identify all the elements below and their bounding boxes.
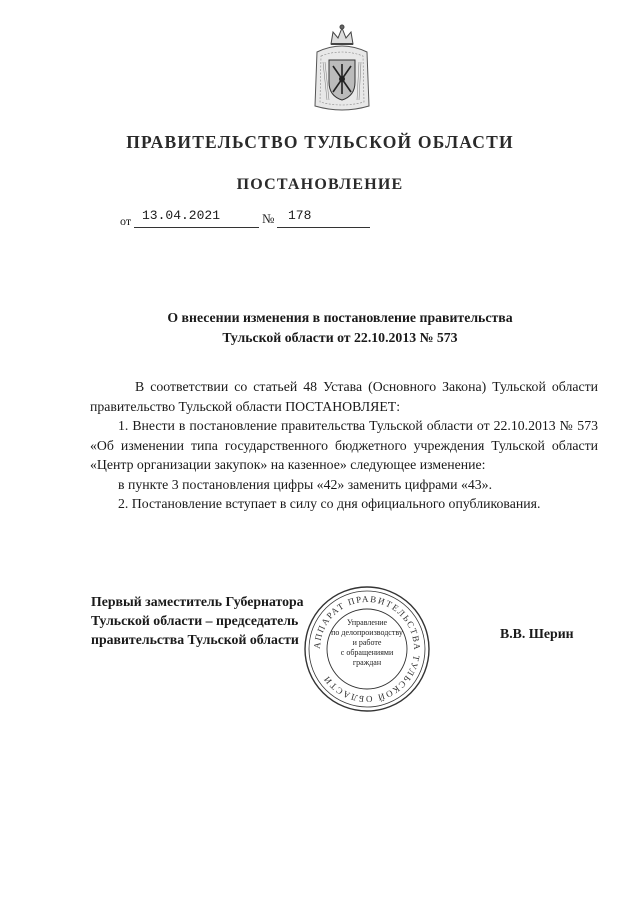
document-subject — [120, 308, 560, 348]
signatory-name: В.В. Шерин — [500, 626, 574, 641]
position-line-2: Тульской области – председатель — [91, 613, 299, 628]
date-number-row — [120, 208, 380, 230]
government-title: ПРАВИТЕЛЬСТВО ТУЛЬСКОЙ ОБЛАСТИ — [126, 132, 514, 152]
position-line-3: правительства Тульской области — [91, 632, 299, 647]
stamp-ring-text: АППАРАТ ПРАВИТЕЛЬСТВА ТУЛЬСКОЙ ОБЛАСТИ — [311, 593, 423, 705]
document-body — [90, 377, 598, 514]
stamp-line-5: граждан — [352, 658, 382, 667]
body-paragraph-item-2: 2. Постановление вступает в силу со дня официального опубликования. — [118, 496, 541, 511]
body-paragraph-change: в пункте 3 постановления цифры «42» заменить цифрами «43». — [118, 476, 493, 492]
stamp-line-4: с обращениями — [340, 648, 394, 657]
stamp-line-2: по делопроизводству — [331, 628, 403, 637]
document-type: ПОСТАНОВЛЕНИЕ — [236, 176, 404, 193]
position-line-1: Первый заместитель Губернатора — [91, 594, 304, 609]
stamp-center-text — [322, 618, 412, 668]
body-paragraph-preamble: В соответствии со статьей 48 Устава (Основного Закона) Тульской области правительство Тульской области ПОСТАНОВЛЯЕТ: — [90, 379, 598, 414]
body-paragraph-item-1: 1. Внести в постановление правительства Тульской области от 22.10.2013 № 573 «Об изменении типа государственного бюджетного учреждения Тульской области «Центр организации закупок» на казенное» следующее изменение: — [90, 418, 598, 472]
subject-line-1: О внесении изменения в постановление правительства — [167, 310, 513, 325]
stamp-line-3: и работе — [352, 638, 382, 647]
subject-line-2: Тульской области от 22.10.2013 № 573 — [222, 330, 458, 345]
coat-of-arms-emblem — [313, 22, 371, 114]
number-underline — [277, 227, 370, 228]
signatory-position — [91, 592, 304, 649]
document-number: 178 — [288, 208, 312, 223]
stamp-line-1: Управление — [346, 618, 388, 627]
date-label: от — [120, 214, 132, 228]
number-label: № — [262, 211, 275, 226]
document-date: 13.04.2021 — [142, 208, 221, 223]
date-underline — [134, 227, 259, 228]
